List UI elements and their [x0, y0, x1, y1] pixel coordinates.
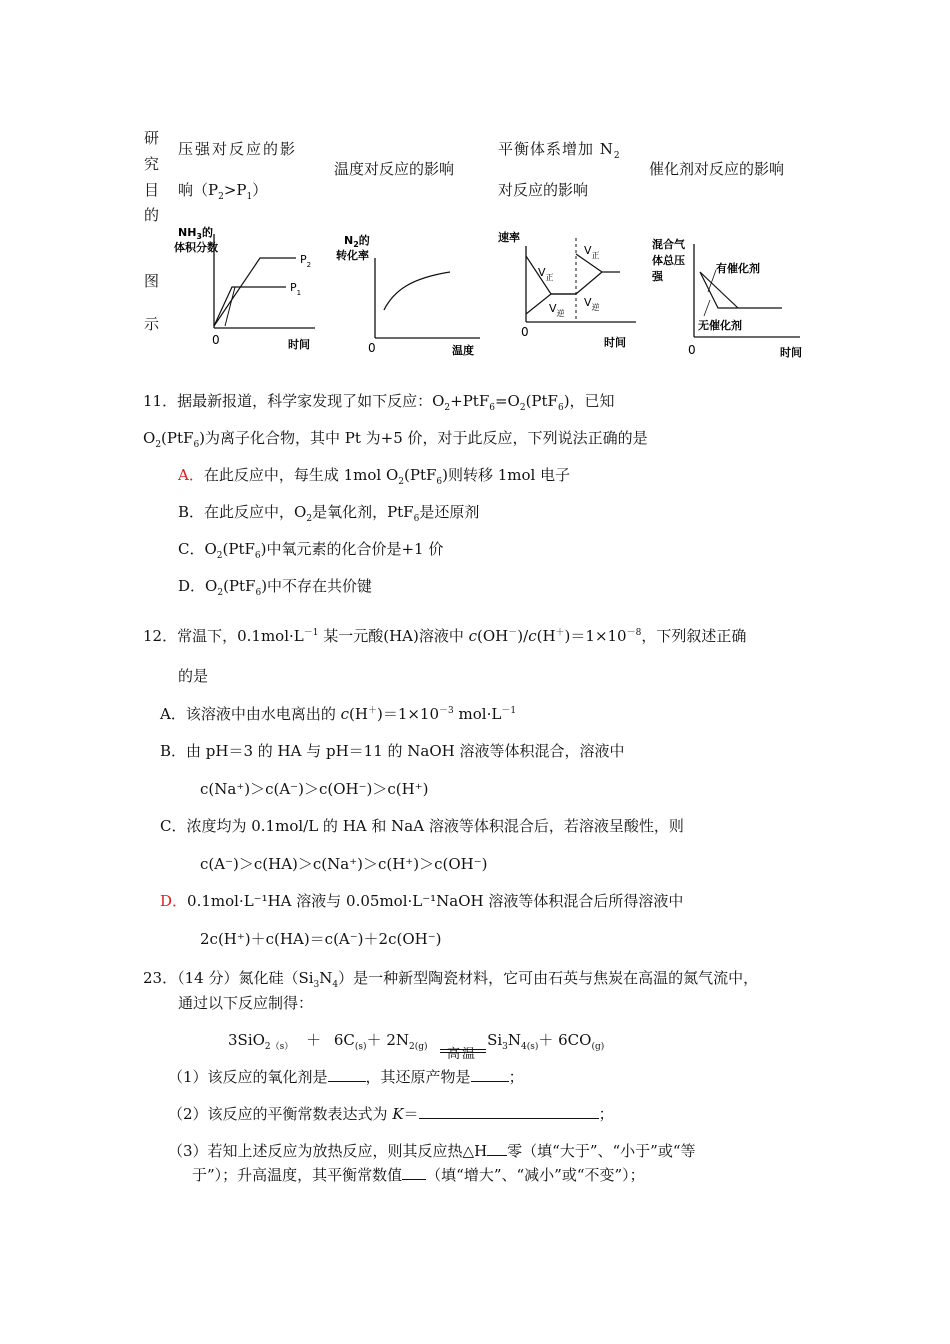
- equation-arrow-line2: [440, 1052, 486, 1053]
- q12-stem-line1: 12．常温下，$0.1mol\cdot L^{-1}$ 某一元酸(HA)溶液中 $c(OH^-)/c(H^+)=1\times 10^{-8}$，下列叙述正确: [143, 627, 747, 645]
- curve-no-catalyst: [700, 272, 738, 308]
- q23-stem-line2: 通过以下反应制得：: [178, 994, 314, 1012]
- reaction-condition: 高温: [447, 1047, 478, 1062]
- q12-option-d-line1: D．0.1mol·L⁻¹HA 溶液与 0.05mol·L⁻¹NaOH 溶液等体积混合后所得溶液中: [160, 892, 684, 910]
- q11-stem-line2: $O_2(PtF_6)$为离子化合物，其中 Pt 为+5 价，对于此反应，下列说法正确的是: [143, 429, 648, 450]
- q12-stem-line2: 的是: [178, 667, 209, 685]
- answer-blank[interactable]: [419, 1104, 599, 1119]
- answer-blank[interactable]: [471, 1067, 509, 1082]
- answer-blank[interactable]: [402, 1165, 426, 1180]
- ylabel-line1: $N_2$的: [344, 234, 370, 249]
- answer-blank[interactable]: [328, 1067, 366, 1082]
- pointer-without: [704, 300, 710, 316]
- col2-header: 温度对反应的影响: [334, 160, 455, 178]
- q11-option-d: D．$O_2(PtF_6)$中不存在共价键: [178, 577, 373, 598]
- row-header-char: 究: [144, 155, 160, 173]
- label-v-reverse-1: $V_逆$: [549, 302, 565, 318]
- label-no-catalyst: 无催化剂: [698, 319, 742, 332]
- label-v-reverse-2: $V_逆$: [584, 296, 600, 312]
- curve-with-catalyst: [700, 272, 782, 308]
- q23-part2: （2）该反应的平衡常数表达式为 K＝ ；: [168, 1105, 614, 1123]
- curve-p2: [214, 258, 296, 326]
- q23-equation: $3SiO_{2(s)} + 6C_{(s)}+ 2N_{2(g)}$ $Si_3N_{4(s)}+ 6CO_{(g)}$: [228, 1031, 605, 1052]
- label-v-forward-1: $V_正$: [538, 266, 554, 282]
- q12-option-a: A．该溶液中由水电离出的 $c(H^+)=1\times 10^{-3}$ $mol\cdot L^{-1}$: [160, 705, 517, 723]
- row-header-char: 目: [144, 181, 160, 199]
- origin-label: 0: [521, 325, 529, 339]
- origin-label: 0: [212, 333, 220, 347]
- ylabel-line1: 混合气: [652, 238, 685, 251]
- ylabel-line2: 体积分数: [174, 241, 218, 254]
- curve-label-p2: $P_2$: [300, 253, 312, 269]
- col3-header-line2: 对反应的影响: [498, 181, 589, 199]
- xlabel: 时间: [780, 346, 802, 359]
- q23-part3-line1: （3）若知上述反应为放热反应，则其反应热△H 零（填“大于”、“小于”或“等: [168, 1142, 696, 1160]
- q11-option-c: C．$O_2(PtF_6)$中氧元素的化合价是+1 价: [178, 540, 444, 561]
- q23-stem-line1: 23．（14 分）氮化硅$(Si_3N_4)$是一种新型陶瓷材料，它可由石英与焦炭在高温的氮气流中，: [143, 969, 759, 990]
- curve-p1: [214, 287, 286, 326]
- option-label: D．: [160, 892, 188, 910]
- figure-pressure: [170, 222, 330, 352]
- row-header-char: 的: [144, 206, 160, 224]
- ylabel-line1: $NH_3$的: [178, 226, 213, 241]
- q11-option-b: B．在此反应中，$O_2$是氧化剂，PtF$_6$是还原剂: [178, 503, 480, 524]
- curve-v-reverse-2: [576, 272, 602, 294]
- figure-header-char: 图: [144, 272, 160, 290]
- origin-label: 0: [688, 343, 696, 357]
- q12-option-c-line2: c(A⁻)＞c(HA)＞c(Na⁺)＞c(H⁺)＞c(OH⁻): [200, 855, 488, 873]
- figure-add-n2: [496, 226, 646, 352]
- q11-stem-line1: 11．据最新报道，科学家发现了如下反应：$O_2+PtF_6=O_2(PtF_6)$，已知: [143, 392, 615, 413]
- ylabel-line3: 强: [652, 270, 663, 283]
- figure-temperature: [332, 230, 492, 360]
- q12-option-c-line1: C．浓度均为 0.1mol/L 的 HA 和 NaA 溶液等体积混合后，若溶液呈酸性，则: [160, 817, 684, 835]
- xlabel: 时间: [604, 336, 626, 349]
- figure-header-char: 示: [144, 315, 160, 333]
- q11-option-a: A．在此反应中，每生成 1mol $O_2(PtF_6)$则转移 1mol 电子: [178, 466, 571, 487]
- q12-option-b-line1: B．由 pH＝3 的 HA 与 pH＝11 的 NaOH 溶液等体积混合，溶液中: [160, 742, 625, 760]
- q23-part1: （1）该反应的氧化剂是 ，其还原产物是 ；: [168, 1068, 524, 1086]
- q12-option-b-line2: c(Na⁺)＞c(A⁻)＞c(OH⁻)＞c(H⁺): [200, 780, 429, 798]
- conversion-curve: [384, 272, 450, 310]
- ylabel: 速率: [498, 231, 520, 244]
- q12-option-d-line2: 2c(H⁺)＋c(HA)＝c(A⁻)＋2c(OH⁻): [200, 930, 442, 948]
- equation-arrow-line1: [440, 1049, 486, 1050]
- label-with-catalyst: 有催化剂: [716, 262, 760, 275]
- figure-catalyst: [650, 232, 810, 362]
- row-header-char: 研: [144, 129, 160, 147]
- q23-part3-line2: 于”）；升高温度，其平衡常数值 （填“增大”、“减小”或“不变”）；: [192, 1166, 645, 1184]
- col4-header: 催化剂对反应的影响: [649, 160, 785, 178]
- col3-header-line1: 平衡体系增加 $N_2$: [498, 140, 621, 161]
- origin-label: 0: [368, 341, 376, 355]
- ylabel-line2: 体总压: [652, 254, 685, 267]
- xlabel: 时间: [288, 338, 310, 351]
- ylabel-line2: 转化率: [336, 249, 369, 262]
- col1-header-line1: 压强对反应的影: [178, 140, 298, 158]
- xlabel: 温度: [452, 344, 474, 357]
- col1-header-line2: 响$(P_2>P_1)$: [178, 181, 268, 202]
- answer-blank[interactable]: [487, 1141, 507, 1156]
- label-v-forward-2: $V_正$: [584, 244, 600, 260]
- curve-label-p1: $P_1$: [290, 281, 302, 297]
- option-label: A．: [178, 466, 204, 484]
